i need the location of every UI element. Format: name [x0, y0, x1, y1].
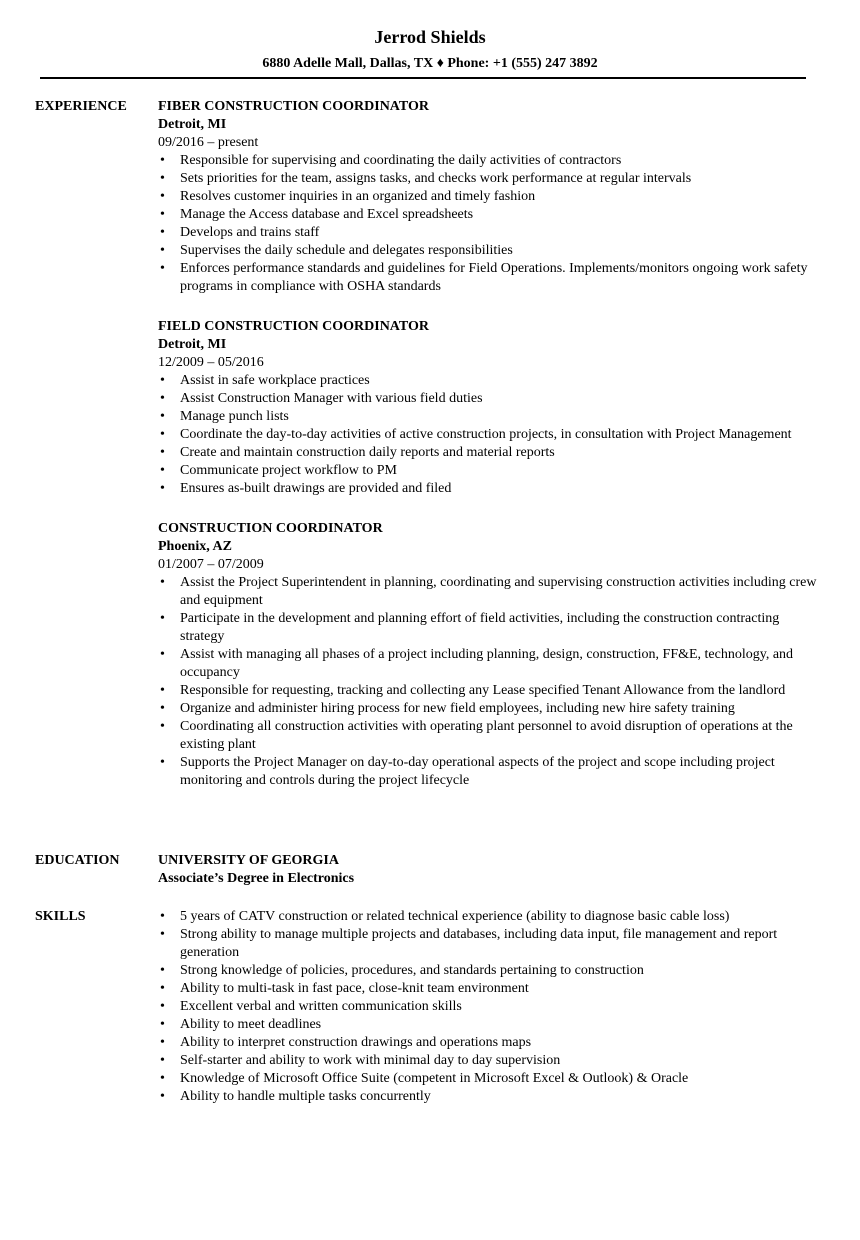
job-title: FIELD CONSTRUCTION COORDINATOR [158, 319, 429, 334]
education-entry [158, 852, 818, 888]
bullet-item: • Enforces performance standards and guidelines for Field Operations. Implements/monitors ongoing work safety programs in compliance with OSHA standards [158, 260, 818, 296]
job-bullets [158, 574, 818, 790]
bullet-item: • Manage the Access database and Excel spreadsheets [158, 206, 818, 224]
section-label-experience: EXPERIENCE [35, 99, 127, 114]
job-dates: 01/2007 – 07/2009 [158, 557, 264, 572]
skill-item: • 5 years of CATV construction or related technical experience (ability to diagnose basic cable loss) [158, 908, 818, 926]
bullet-item: • Assist with managing all phases of a project including planning, design, construction, FF&E, technology, and occupancy [158, 646, 818, 682]
skill-item: • Self-starter and ability to work with minimal day to day supervision [158, 1052, 818, 1070]
job-entry [158, 98, 818, 296]
header-divider [40, 77, 806, 79]
job-dates: 09/2016 – present [158, 135, 259, 150]
bullet-item: • Responsible for supervising and coordinating the daily activities of contractors [158, 152, 818, 170]
bullet-item: • Participate in the development and planning effort of field activities, including the construction contracting strategy [158, 610, 818, 646]
job-location: Detroit, MI [158, 337, 227, 352]
skills-list [158, 908, 818, 1106]
job-location: Phoenix, AZ [158, 539, 232, 554]
skill-item: • Strong knowledge of policies, procedures, and standards pertaining to construction [158, 962, 818, 980]
skills-list-wrap [158, 908, 818, 1106]
job-title: FIBER CONSTRUCTION COORDINATOR [158, 99, 429, 114]
bullet-item: • Create and maintain construction daily reports and material reports [158, 444, 818, 462]
bullet-item: • Coordinate the day-to-day activities of active construction projects, in consultation with Project Management [158, 426, 818, 444]
skill-item: • Strong ability to manage multiple projects and databases, including data input, file management and report generation [158, 926, 818, 962]
job-location: Detroit, MI [158, 117, 227, 132]
bullet-item: • Manage punch lists [158, 408, 818, 426]
candidate-name: Jerrod Shields [374, 27, 486, 47]
degree-name: Associate’s Degree in Electronics [158, 871, 355, 886]
bullet-item: • Organize and administer hiring process for new field employees, including new hire safety training [158, 700, 818, 718]
job-bullets [158, 152, 818, 296]
bullet-item: • Assist Construction Manager with various field duties [158, 390, 818, 408]
skill-item: • Ability to meet deadlines [158, 1016, 818, 1034]
skill-item: • Knowledge of Microsoft Office Suite (competent in Microsoft Excel & Outlook) & Oracle [158, 1070, 818, 1088]
job-entry [158, 520, 818, 790]
section-label-education: EDUCATION [35, 853, 120, 868]
bullet-item: • Coordinating all construction activities with operating plant personnel to avoid disruption of operations at the existing plant [158, 718, 818, 754]
skill-item: • Ability to handle multiple tasks concurrently [158, 1088, 818, 1106]
contact-line: 6880 Adelle Mall, Dallas, TX ♦ Phone: +1 (555) 247 3892 [262, 56, 598, 71]
resume-header [0, 26, 860, 73]
bullet-item: • Supports the Project Manager on day-to-day operational aspects of the project and scope including project monitoring and controls during the project lifecycle [158, 754, 818, 790]
skill-item: • Ability to multi-task in fast pace, close-knit team environment [158, 980, 818, 998]
bullet-item: • Sets priorities for the team, assigns tasks, and checks work performance at regular intervals [158, 170, 818, 188]
skill-item: • Ability to interpret construction drawings and operations maps [158, 1034, 818, 1052]
bullet-item: • Supervises the daily schedule and delegates responsibilities [158, 242, 818, 260]
bullet-item: • Assist the Project Superintendent in planning, coordinating and supervising construction activities including crew and equipment [158, 574, 818, 610]
skill-item: • Excellent verbal and written communication skills [158, 998, 818, 1016]
bullet-item: • Assist in safe workplace practices [158, 372, 818, 390]
section-label-skills: SKILLS [35, 909, 86, 924]
bullet-item: • Responsible for requesting, tracking and collecting any Lease specified Tenant Allowance from the landlord [158, 682, 818, 700]
job-dates: 12/2009 – 05/2016 [158, 355, 264, 370]
job-bullets [158, 372, 818, 498]
bullet-item: • Resolves customer inquiries in an organized and timely fashion [158, 188, 818, 206]
school-name: UNIVERSITY OF GEORGIA [158, 853, 339, 868]
bullet-item: • Communicate project workflow to PM [158, 462, 818, 480]
bullet-item: • Develops and trains staff [158, 224, 818, 242]
bullet-item: • Ensures as-built drawings are provided and filed [158, 480, 818, 498]
experience-list [158, 98, 818, 812]
job-title: CONSTRUCTION COORDINATOR [158, 521, 383, 536]
job-entry [158, 318, 818, 498]
